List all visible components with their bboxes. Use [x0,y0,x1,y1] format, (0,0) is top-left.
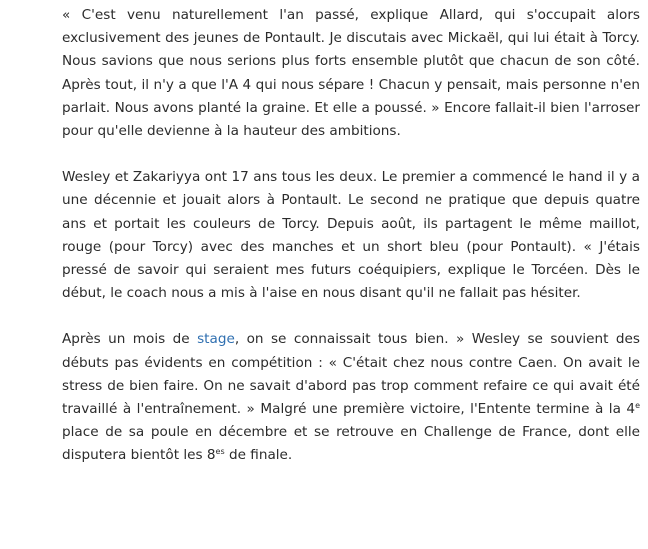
paragraph-2: Wesley et Zakariyya ont 17 ans tous les deux. Le premier a commencé le hand il y a une décennie et jouait alors à Pontault. Le second ne pratique que depuis quatre ans et portait les couleurs de Torcy. Depuis août, ils partagent le même maillot, rouge (pour Torcy) avec des manches et un short bleu (pour Pontault). « J'étais pressé de savoir qui seraient mes futurs coéquipiers, explique le Torcéen. Dès le début, le coach nous a mis à l'aise en nous disant qu'il ne fallait pas hésiter. [62,169,640,302]
paragraph-3-text-d: de finale. [224,447,293,464]
paragraph-3-text-c: place de sa poule en décembre et se retrouve en Challenge de France, dont elle disputera bientôt les 8 [62,424,640,464]
paragraph-3 [62,328,640,467]
paragraph-1: « C'est venu naturellement l'an passé, explique Allard, qui s'occupait alors exclusivement des jeunes de Pontault. Je discutais avec Mickaël, qui lui était à Torcy. Nous savions que nous serions plus forts ensemble plutôt que chacun de son côté. Après tout, il n'y a que l'A 4 qui nous sépare ! Chacun y pensait, mais personne n'en parlait. Nous avons planté la graine. Et elle a poussé. » Encore fallait-il bien l'arroser pour qu'elle devienne à la hauteur des ambitions. [62,7,640,140]
paragraph-3-text-a: Après un mois de [62,331,198,348]
stage-link[interactable]: stage [197,331,235,348]
ordinal-superscript-1: e [635,401,640,411]
paragraph-3-text-b: , on se connaissait tous bien. » Wesley se souvient des débuts pas évidents en compétition : « C'était chez nous contre Caen. On avait le stress de bien faire. On ne savait d'abord pas trop comment refaire ce qui avait été travaillé à l'entraînement. » Malgré une première victoire, l'Entente termine à la 4 [62,331,640,418]
ordinal-superscript-2: es [215,447,225,457]
article-body [62,4,640,491]
